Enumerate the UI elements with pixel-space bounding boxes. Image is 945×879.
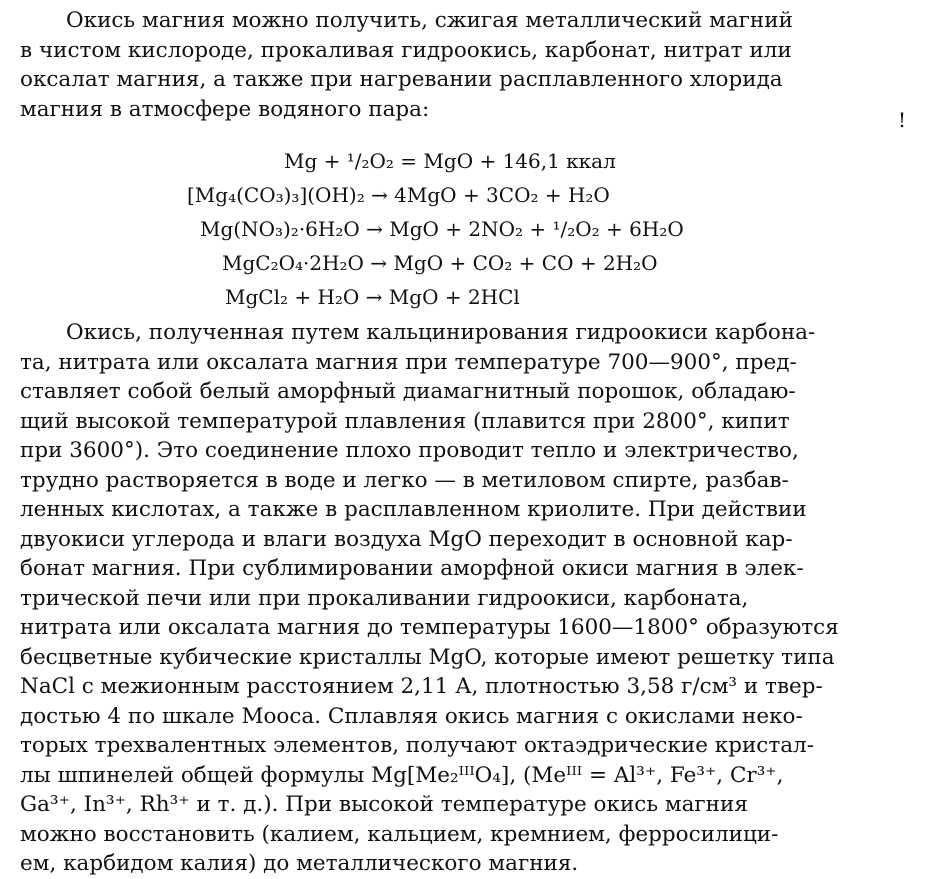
equation: MgCl₂ + H₂O → MgO + 2HCl (225, 285, 520, 309)
text-line: нитрата или оксалата магния до температуры 1600—1800° образуются (20, 615, 839, 640)
text-line: трудно растворяется в воде и легко — в метиловом спирте, разбав- (20, 467, 789, 493)
text-line: торых трехвалентных элементов, получают октаэдрические кристал- (20, 733, 814, 758)
text-line: магния в атмосфере водяного пара: (20, 96, 430, 122)
text-line: можно восстановить (калием, кальцием, кремнием, ферросилици- (20, 821, 779, 847)
equation: [Mg₄(CO₃)₃](OH)₂ → 4MgO + 3CO₂ + H₂O (187, 183, 610, 207)
text-line: оксалат магния, а также при нагревании расплавленного хлорида (20, 67, 783, 92)
text-line: достью 4 по шкале Мооса. Сплавляя окись магния с окислами неко- (20, 703, 803, 729)
text-line: бесцветные кубические кристаллы MgO, которые имеют решетку типа (20, 644, 835, 670)
text-line: Окись магния можно получить, сжигая металлический магний (66, 8, 793, 33)
text-line: ем, карбидом калия) до металлического магния. (20, 851, 579, 876)
equation: Mg + ¹/₂O₂ = MgO + 146,1 ккал (284, 149, 616, 173)
text-line: в чистом кислороде, прокаливая гидроокись, карбонат, нитрат или (20, 37, 792, 63)
text-line: лы шпинелей общей формулы Mg[Me₂ᴵᴵᴵO₄], (Meᴵᴵᴵ = Al³⁺, Fe³⁺, Cr³⁺, (20, 762, 784, 788)
text-line: ставляет собой белый аморфный диамагнитный порошок, обладаю- (20, 379, 796, 404)
text-line: Окись, полученная путем кальцинирования гидроокиси карбона- (66, 320, 816, 345)
text-line: щий высокой температурой плавления (плавится при 2800°, кипит (20, 408, 790, 434)
text-line: NaCl с межионным расстоянием 2,11 А, плотностью 3,58 г/см³ и твер- (20, 674, 823, 699)
margin-mark: ! (898, 108, 907, 132)
text-line: та, нитрата или оксалата магния при температуре 700—900°, пред- (20, 349, 797, 375)
paragraph-intro (20, 6, 925, 124)
text-line: двуокиси углерода и влаги воздуха MgO переходит в основной кар- (20, 526, 793, 552)
text-line: бонат магния. При сублимировании аморфной окиси магния в элек- (20, 556, 804, 581)
text-line: при 3600°). Это соединение плохо проводит тепло и электричество, (20, 438, 799, 463)
equation: Mg(NO₃)₂·6H₂O → MgO + 2NO₂ + ¹/₂O₂ + 6H₂O (200, 217, 684, 241)
text-line: ленных кислотах, а также в расплавленном криолите. При действии (20, 497, 807, 522)
paragraph-properties (20, 318, 925, 879)
equation: MgC₂O₄·2H₂O → MgO + CO₂ + CO + 2H₂O (222, 251, 658, 275)
text-line: трической печи или при прокаливании гидроокиси, карбоната, (20, 585, 749, 611)
text-line: Ga³⁺, In³⁺, Rh³⁺ и т. д.). При высокой температуре окись магния (20, 792, 748, 817)
